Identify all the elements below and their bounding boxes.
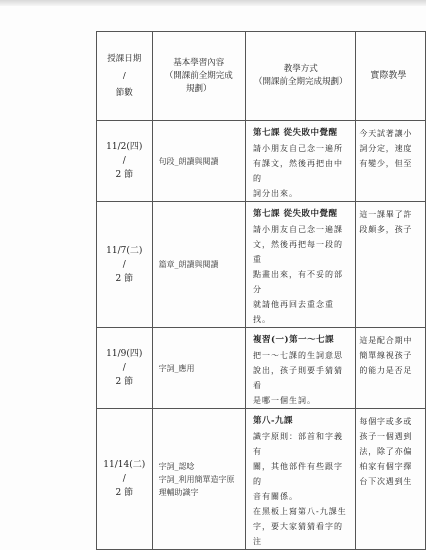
row-actual-line: 孩子一個遇到 [359,432,413,441]
row-date-slash: / [122,474,126,484]
row-date: 11/2(四) [106,142,143,152]
row-method-line: 就請他再回去重念重找。 [253,300,335,324]
row-method-line: 點畫出來，有不妥的部分 [253,270,344,294]
row-actual-line: 這一課畢了許 [359,210,413,219]
row-actual-line: 法，除了亦偏 [359,447,413,456]
table-header-row [97,32,426,121]
row-method-line: 請小朋友自己念一遍課 [253,225,344,234]
table-row [97,328,426,409]
header-content-line1: 基本學習內容 [173,57,225,68]
row-actual-line: 柏家有個字擇 [359,462,413,471]
table-row [97,121,426,202]
header-actual-teaching [356,32,426,121]
header-date-slash: / [122,70,126,81]
scan-edge [0,0,426,6]
row-actual-line: 這是配合期中 [359,336,413,345]
row-actual-line: 詞分定，速度 [359,144,413,153]
row-actual [356,202,426,328]
row-date-slash: / [122,156,126,166]
row-content-text: 篇章_朗讀與閱讀 [158,260,219,269]
row-date: 11/14(二) [103,460,146,470]
row-method [246,202,356,328]
row-periods: 2 節 [115,488,134,498]
header-content-line3: 規劃） [186,83,212,94]
row-content-text: 句段_朗讀與閱讀 [158,156,219,166]
row-method-line: 在黑板上寫第八-九課生 [253,507,347,516]
row-actual-line: 的能力是否足 [359,366,413,375]
row-content [152,202,245,328]
row-actual [356,409,426,550]
row-date: 11/9(四) [106,349,143,359]
row-method-line: 關，其他部件有些跟字的 [253,462,344,486]
row-actual-line: 段頗多，孩子 [359,225,413,234]
row-date: 11/7(二) [106,245,143,256]
row-date-slash: / [122,363,126,373]
header-basic-content [152,32,245,121]
row-method-line: 說出，孩子則要手猜猜看 [253,366,344,390]
row-method-title: 第七課 從失敗中覺醒 [253,209,338,219]
row-content [152,121,245,202]
row-method [246,121,356,202]
header-method-line1: 教學方式 [283,64,318,74]
row-content-text: 字詞_應用 [158,363,195,373]
row-method-line: 音有關係。 [253,492,299,501]
row-actual-line: 台下次遇到生 [359,477,413,486]
row-method [246,328,356,409]
row-method-line: 字，要大家猜猜看字的注 [253,522,344,546]
table-row [97,202,426,328]
row-method-line: 詞分出來。 [253,189,299,198]
row-method-line: 文，然後再把每一段的重 [253,240,344,264]
row-content-line: 字詞_認唸 [158,461,195,471]
row-content-line: 理輔助識字 [158,487,199,497]
row-method-title: 第八-九課 [253,416,294,426]
row-actual-line: 每個字或多或 [359,417,413,426]
header-teaching-method [246,32,356,121]
row-actual-line: 簡單線視孩子 [359,351,413,360]
header-content-line2: （開課前全期完成 [164,70,233,81]
row-actual-line: 有變少，但至 [359,159,413,168]
row-actual [356,121,426,202]
row-content [152,328,245,409]
row-method-title: 複習(一)第一～七課 [253,335,335,345]
header-method-line2: （開課前全期完成規劃） [253,77,348,87]
row-actual [356,328,426,409]
row-date-slash: / [122,259,126,270]
header-date-label: 授課日期 [107,53,142,64]
row-method-line: 是哪一個生詞。 [253,396,317,405]
row-date-cell [97,328,153,409]
row-periods: 2 節 [115,377,134,387]
row-method-line: 識字原則：部首和字義有 [253,432,344,456]
row-date-cell [97,121,153,202]
row-date-cell [97,409,153,550]
row-method [246,409,356,550]
row-method-line: 有課文，然後再把由中的 [253,159,344,183]
row-method-title: 第七課 從失敗中覺醒 [253,128,338,138]
row-periods: 2 節 [115,170,134,180]
row-method-line: 請小朋友自己念一遍所 [253,144,344,153]
row-method-line: 把一～七課的生詞意思 [253,351,344,360]
header-date-periods [97,32,153,121]
row-content-line: 字詞_利用簡單造字原 [158,474,235,484]
header-real-label: 實際教學 [370,70,407,81]
row-actual-line: 今天試著讓小 [359,129,413,138]
table-row [97,409,426,550]
row-periods: 2 節 [115,273,134,284]
row-content [152,409,245,550]
row-date-cell [97,202,153,328]
header-periods-label: 節數 [115,87,133,98]
lesson-plan-table [96,31,426,550]
